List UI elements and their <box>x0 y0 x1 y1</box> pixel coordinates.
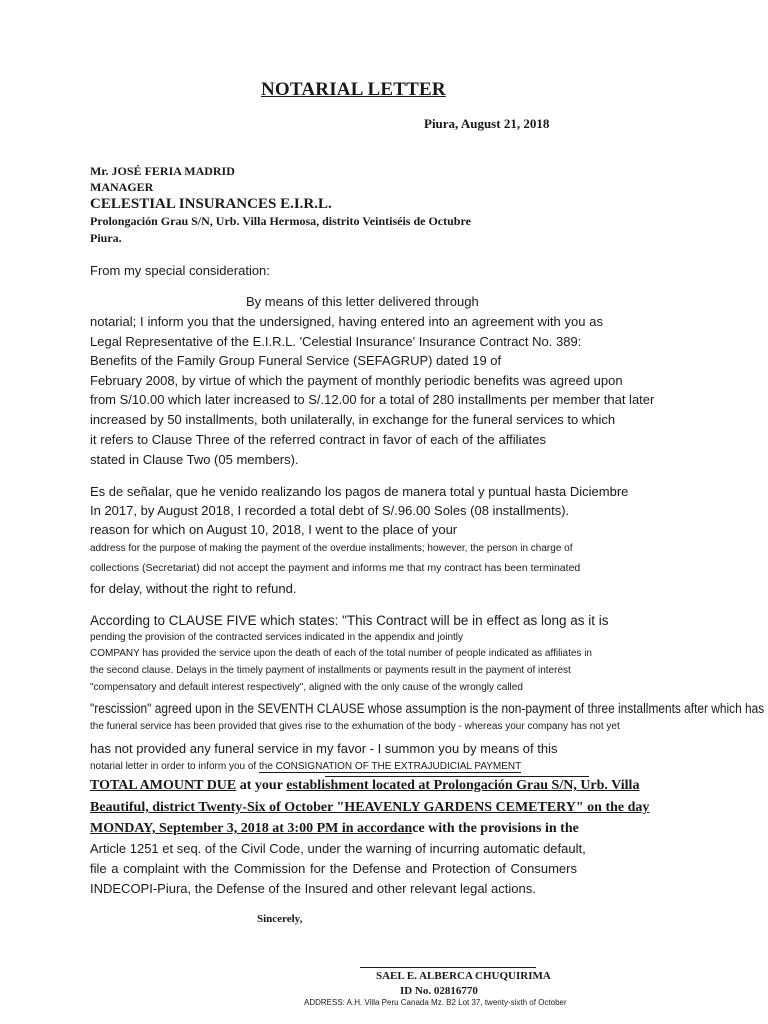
paragraph-line: Es de señalar, que he venido realizando los pagos de manera total y puntual hasta Diciembre <box>90 484 629 499</box>
recipient-city: Piura. <box>90 231 122 245</box>
paragraph-line: collections (Secretariat) did not accept the payment and informs me that my contract has been terminated <box>90 562 581 574</box>
paragraph-line: increased by 50 installments, both unilaterally, in exchange for the funeral services to which <box>90 412 616 427</box>
paragraph-line: Benefits of the Family Group Funeral Service (SEFAGRUP) dated 19 of <box>90 353 502 368</box>
paragraph-text: at your <box>236 778 287 793</box>
paragraph-line <box>90 821 579 837</box>
paragraph-line: for delay, without the right to refund. <box>90 581 297 596</box>
signer-id: ID No. 02816770 <box>400 985 478 997</box>
paragraph-line: "rescission" agreed upon in the SEVENTH CLAUSE whose assumption is the non-payment of three installments after which has <box>90 701 765 716</box>
paragraph-line: pending the provision of the contracted services indicated in the appendix and jointly <box>90 632 464 643</box>
paragraph-line: address for the purpose of making the payment of the overdue installments; however, the person in charge of <box>90 543 573 554</box>
paragraph-line: According to CLAUSE FIVE which states: "This Contract will be in effect as long as it is <box>90 613 609 628</box>
recipient-name: Mr. JOSÉ FERIA MADRID <box>90 164 235 178</box>
recipient-address: Prolongación Grau S/N, Urb. Villa Hermosa, distrito Veintiséis de Octubre <box>90 214 471 228</box>
paragraph-line: from S/10.00 which later increased to S/.12.00 for a total of 280 installments per member that later <box>90 392 655 407</box>
underline-rule <box>325 776 589 777</box>
paragraph-line: reason for which on August 10, 2018, I went to the place of your <box>90 522 458 537</box>
paragraph-line: COMPANY has provided the service upon the death of each of the total number of people indicated as affiliates in <box>90 648 592 659</box>
paragraph-line: By means of this letter delivered through <box>246 294 479 309</box>
paragraph-line: it refers to Clause Three of the referred contract in favor of each of the affiliates <box>90 432 546 447</box>
paragraph-line: In 2017, by August 2018, I recorded a total debt of S/.96.00 Soles (08 installments). <box>90 503 570 518</box>
location-text: at Prolongación Grau S/N, Urb. Villa <box>418 778 640 793</box>
signature-line <box>360 967 536 968</box>
paragraph-line: Legal Representative of the E.I.R.L. 'Celestial Insurance' Insurance Contract No. 389: <box>90 334 582 349</box>
recipient-company: CELESTIAL INSURANCES E.I.R.L. <box>90 196 332 212</box>
paragraph-line: February 2008, by virtue of which the payment of monthly periodic benefits was agreed upon <box>90 373 623 388</box>
paragraph-line: stated in Clause Two (05 members). <box>90 452 299 467</box>
paragraph-line <box>90 761 521 772</box>
appointment-date: MONDAY, September 3, 2018 at 3:00 PM <box>90 821 342 836</box>
paragraph-line: file a complaint with the Commission for the Defense and Protection of Consumers <box>90 861 577 876</box>
paragraph-text: establishment located <box>286 778 419 793</box>
page-title: NOTARIAL LETTER <box>261 79 446 100</box>
closing: Sincerely, <box>257 913 303 925</box>
paragraph-line: the second clause. Delays in the timely payment of installments or payments result in the payment of interest <box>90 665 571 676</box>
paragraph-text: notarial letter in order to inform you of <box>90 761 259 772</box>
paragraph-line: INDECOPI-Piura, the Defense of the Insured and other relevant legal actions. <box>90 881 536 896</box>
date-line: Piura, August 21, 2018 <box>424 116 550 131</box>
signer-address: ADDRESS: A.H. Villa Peru Canada Mz. B2 Lot 37, twenty-sixth of October <box>304 998 567 1007</box>
paragraph-text: in accordan <box>341 821 413 836</box>
salutation: From my special consideration: <box>90 263 270 278</box>
paragraph-line: has not provided any funeral service in my favor - I summon you by means of this <box>90 741 558 756</box>
paragraph-line: notarial; I inform you that the undersigned, having entered into an agreement with you as <box>90 314 603 329</box>
paragraph-line <box>90 778 639 794</box>
paragraph-line: Article 1251 et seq. of the Civil Code, under the warning of incurring automatic default, <box>90 841 586 856</box>
paragraph-line: "compensatory and default interest respectively", aligned with the only cause of the wrongly called <box>90 682 523 693</box>
recipient-role: MANAGER <box>90 180 154 194</box>
paragraph-line: the funeral service has been provided that gives rise to the exhumation of the body - whereas your company has not yet <box>90 721 620 732</box>
signer-name: SAEL E. ALBERCA CHUQUIRIMA <box>376 970 551 982</box>
total-amount-due: TOTAL AMOUNT DUE <box>90 778 237 793</box>
paragraph-line: Beautiful, district Twenty-Six of October "HEAVENLY GARDENS CEMETERY" on the day <box>90 800 650 815</box>
paragraph-text: ce with the provisions in the <box>412 821 579 836</box>
consignation-highlight: the CONSIGNATION OF THE EXTRAJUDICIAL PAYMENT <box>258 761 522 772</box>
